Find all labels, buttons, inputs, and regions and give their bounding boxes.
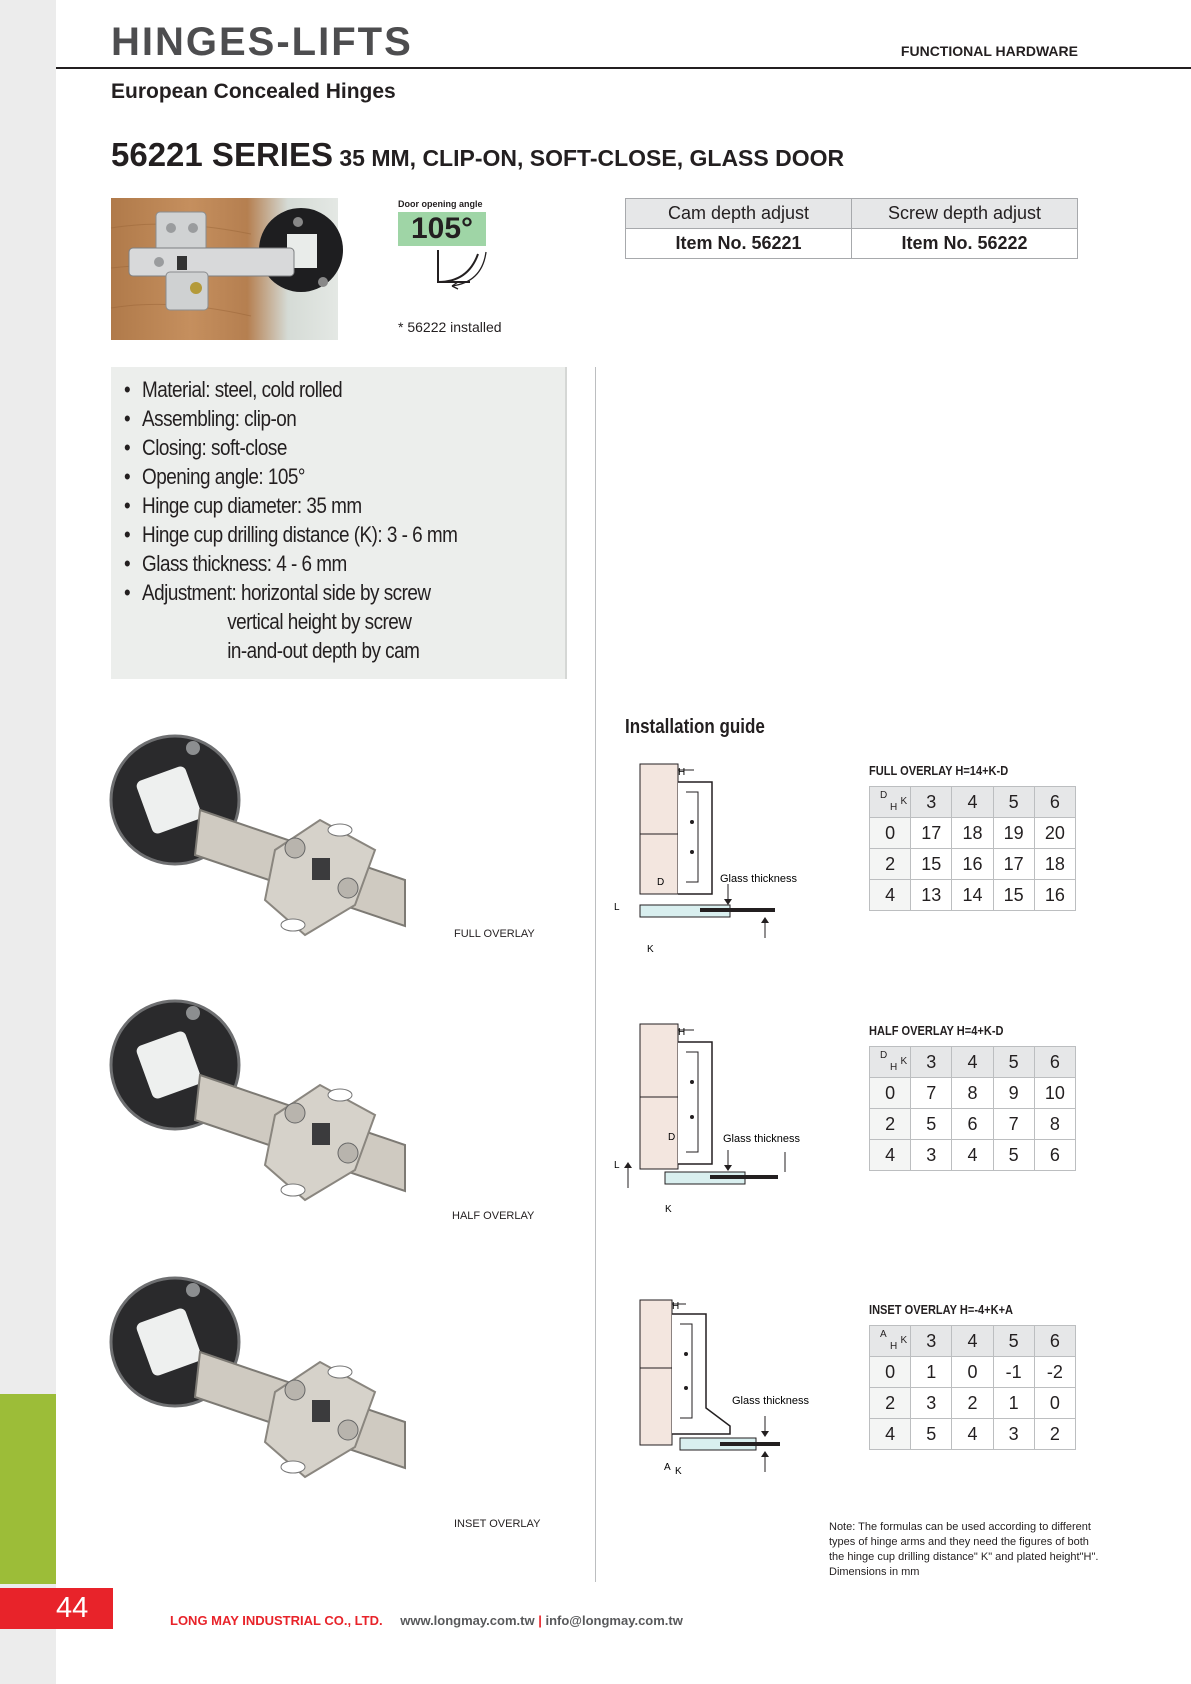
row-header: 2 <box>870 1388 911 1419</box>
left-accent-strip <box>0 1394 56 1584</box>
row-header: 0 <box>870 1357 911 1388</box>
inset-overlay-hinge-photo <box>105 1272 425 1502</box>
series-description: 35 MM, CLIP-ON, SOFT-CLOSE, GLASS DOOR <box>332 145 845 171</box>
footer-separator: | <box>538 1613 542 1628</box>
item-number: Item No. 56221 <box>626 229 852 259</box>
table-cell: 14 <box>952 880 993 911</box>
table-corner-cell: D K H <box>870 787 911 818</box>
header-rule <box>56 67 1191 69</box>
table-header-row <box>870 787 1076 818</box>
half-overlay-table-title: HALF OVERLAY H=4+K-D <box>869 1023 1004 1038</box>
k-header: 6 <box>1034 1047 1075 1078</box>
footer <box>170 1613 683 1628</box>
table-cell: 17 <box>993 849 1034 880</box>
page-number: 44 <box>0 1588 113 1629</box>
table-cell: 3 <box>911 1140 952 1171</box>
full-overlay-caption: FULL OVERLAY <box>454 928 535 940</box>
dim-l-label: L <box>614 902 620 913</box>
dim-h-label: H <box>678 1027 686 1038</box>
dim-a-label: A <box>664 1462 671 1473</box>
feature-item: • Material: steel, cold rolled <box>124 377 343 402</box>
table-cell: 0 <box>952 1357 993 1388</box>
series-name: 56221 SERIES <box>111 136 333 173</box>
table-cell: 15 <box>993 880 1034 911</box>
table-cell: 10 <box>1034 1078 1075 1109</box>
k-header: 5 <box>993 787 1034 818</box>
k-header: 3 <box>911 1326 952 1357</box>
k-header: 5 <box>993 1047 1034 1078</box>
feature-item-continued: vertical height by screw <box>227 609 412 634</box>
opening-angle-icon <box>430 246 492 288</box>
inset-overlay-table-title: INSET OVERLAY H=-4+K+A <box>869 1302 1014 1317</box>
table-row <box>870 1140 1076 1171</box>
table-cell: 6 <box>1034 1140 1075 1171</box>
table-header-row <box>870 1326 1076 1357</box>
half-overlay-diagram <box>610 1022 801 1215</box>
feature-item: • Closing: soft-close <box>124 435 287 460</box>
installed-note: * 56222 installed <box>398 319 502 335</box>
table-cell: 18 <box>1034 849 1075 880</box>
table-row <box>870 1388 1076 1419</box>
k-header: 5 <box>993 1326 1034 1357</box>
table-row <box>870 1078 1076 1109</box>
table-cell: 2 <box>1034 1419 1075 1450</box>
feature-item-continued: in-and-out depth by cam <box>227 638 420 663</box>
feature-item: • Hinge cup diameter: 35 mm <box>124 493 362 518</box>
full-overlay-hinge-photo <box>105 730 425 960</box>
table-cell: 7 <box>911 1078 952 1109</box>
item-number-table <box>625 198 1078 259</box>
dim-k-label: K <box>675 1466 682 1477</box>
k-header: 3 <box>911 787 952 818</box>
table-cell: 8 <box>952 1078 993 1109</box>
table-cell: 20 <box>1034 818 1075 849</box>
table-row <box>870 1419 1076 1450</box>
website-link[interactable]: www.longmay.com.tw <box>400 1613 535 1628</box>
table-cell: 16 <box>1034 880 1075 911</box>
k-header: 6 <box>1034 1326 1075 1357</box>
row-header: 2 <box>870 1109 911 1140</box>
dim-d-label: D <box>657 877 665 888</box>
column-divider <box>595 367 596 1582</box>
row-header: 0 <box>870 1078 911 1109</box>
table-cell: 13 <box>911 880 952 911</box>
table-cell: 5 <box>911 1109 952 1140</box>
row-header: 4 <box>870 880 911 911</box>
row-header: 2 <box>870 849 911 880</box>
product-photo <box>111 198 338 340</box>
table-cell: 18 <box>952 818 993 849</box>
company-name: LONG MAY INDUSTRIAL CO., LTD. <box>170 1613 383 1628</box>
table-row <box>870 880 1076 911</box>
k-header: 4 <box>952 1326 993 1357</box>
glass-thickness-label: Glass thickness <box>723 1133 801 1145</box>
table-cell: 8 <box>1034 1109 1075 1140</box>
table-cell: 5 <box>911 1419 952 1450</box>
full-overlay-table <box>869 786 1076 911</box>
item-number: Item No. 56222 <box>852 229 1078 259</box>
table-cell: 3 <box>911 1388 952 1419</box>
table-corner-cell: A K H <box>870 1326 911 1357</box>
item-table-row <box>626 229 1078 259</box>
table-cell: 4 <box>952 1419 993 1450</box>
table-row <box>870 1357 1076 1388</box>
inset-overlay-caption: INSET OVERLAY <box>454 1518 541 1530</box>
row-header: 4 <box>870 1140 911 1171</box>
row-header: 4 <box>870 1419 911 1450</box>
table-row <box>870 818 1076 849</box>
item-table-header: Screw depth adjust <box>852 199 1078 229</box>
dim-h-label: H <box>672 1301 680 1312</box>
dim-l-label: L <box>614 1160 620 1171</box>
inset-overlay-diagram <box>610 1298 810 1488</box>
row-header: 0 <box>870 818 911 849</box>
table-cell: 7 <box>993 1109 1034 1140</box>
features-box <box>111 367 567 679</box>
half-overlay-caption: HALF OVERLAY <box>452 1210 535 1222</box>
opening-angle-badge: 105° <box>398 212 486 246</box>
table-cell: 4 <box>952 1140 993 1171</box>
table-cell: 19 <box>993 818 1034 849</box>
feature-item: • Glass thickness: 4 - 6 mm <box>124 551 347 576</box>
dim-k-label: K <box>665 1204 672 1215</box>
full-overlay-diagram <box>610 762 798 955</box>
inset-overlay-table <box>869 1325 1076 1450</box>
table-cell: 3 <box>993 1419 1034 1450</box>
series-title <box>111 136 844 174</box>
dim-k-label: K <box>647 944 654 955</box>
feature-item: • Opening angle: 105° <box>124 464 305 489</box>
table-cell: -1 <box>993 1357 1034 1388</box>
table-cell: 6 <box>952 1109 993 1140</box>
dim-h-label: H <box>678 767 686 778</box>
half-overlay-table <box>869 1046 1076 1171</box>
installation-guide-title: Installation guide <box>625 716 765 738</box>
features-list <box>124 375 565 665</box>
feature-item: • Assembling: clip-on <box>124 406 297 431</box>
table-cell: 1 <box>993 1388 1034 1419</box>
table-cell: 16 <box>952 849 993 880</box>
glass-thickness-label: Glass thickness <box>732 1395 810 1407</box>
feature-item: • Hinge cup drilling distance (K): 3 - 6 mm <box>124 522 458 547</box>
opening-angle-label: Door opening angle <box>398 199 483 209</box>
feature-item: • Adjustment: horizontal side by screw <box>124 580 431 605</box>
section-title: HINGES-LIFTS <box>111 20 413 64</box>
table-cell: 9 <box>993 1078 1034 1109</box>
half-overlay-hinge-photo <box>105 995 425 1225</box>
k-header: 6 <box>1034 787 1075 818</box>
table-cell: 17 <box>911 818 952 849</box>
formula-note: Note: The formulas can be used according to different types of hinge arms and they need the figures of both the hinge cup drilling distance" K" and plated height"H". Dimensions in mm <box>829 1521 1099 1578</box>
table-cell: 0 <box>1034 1388 1075 1419</box>
item-table-header-row <box>626 199 1078 229</box>
table-header-row <box>870 1047 1076 1078</box>
table-row <box>870 849 1076 880</box>
page-subtitle: European Concealed Hinges <box>111 80 396 103</box>
item-table-header: Cam depth adjust <box>626 199 852 229</box>
email-link[interactable]: info@longmay.com.tw <box>545 1613 683 1628</box>
k-header: 4 <box>952 1047 993 1078</box>
k-header: 4 <box>952 787 993 818</box>
section-label: FUNCTIONAL HARDWARE <box>900 43 1078 59</box>
table-cell: 1 <box>911 1357 952 1388</box>
dim-d-label: D <box>668 1132 676 1143</box>
table-corner-cell: D K H <box>870 1047 911 1078</box>
table-cell: 15 <box>911 849 952 880</box>
full-overlay-table-title: FULL OVERLAY H=14+K-D <box>869 763 1009 778</box>
glass-thickness-label: Glass thickness <box>720 873 798 885</box>
table-cell: 5 <box>993 1140 1034 1171</box>
k-header: 3 <box>911 1047 952 1078</box>
table-cell: -2 <box>1034 1357 1075 1388</box>
table-cell: 2 <box>952 1388 993 1419</box>
table-row <box>870 1109 1076 1140</box>
